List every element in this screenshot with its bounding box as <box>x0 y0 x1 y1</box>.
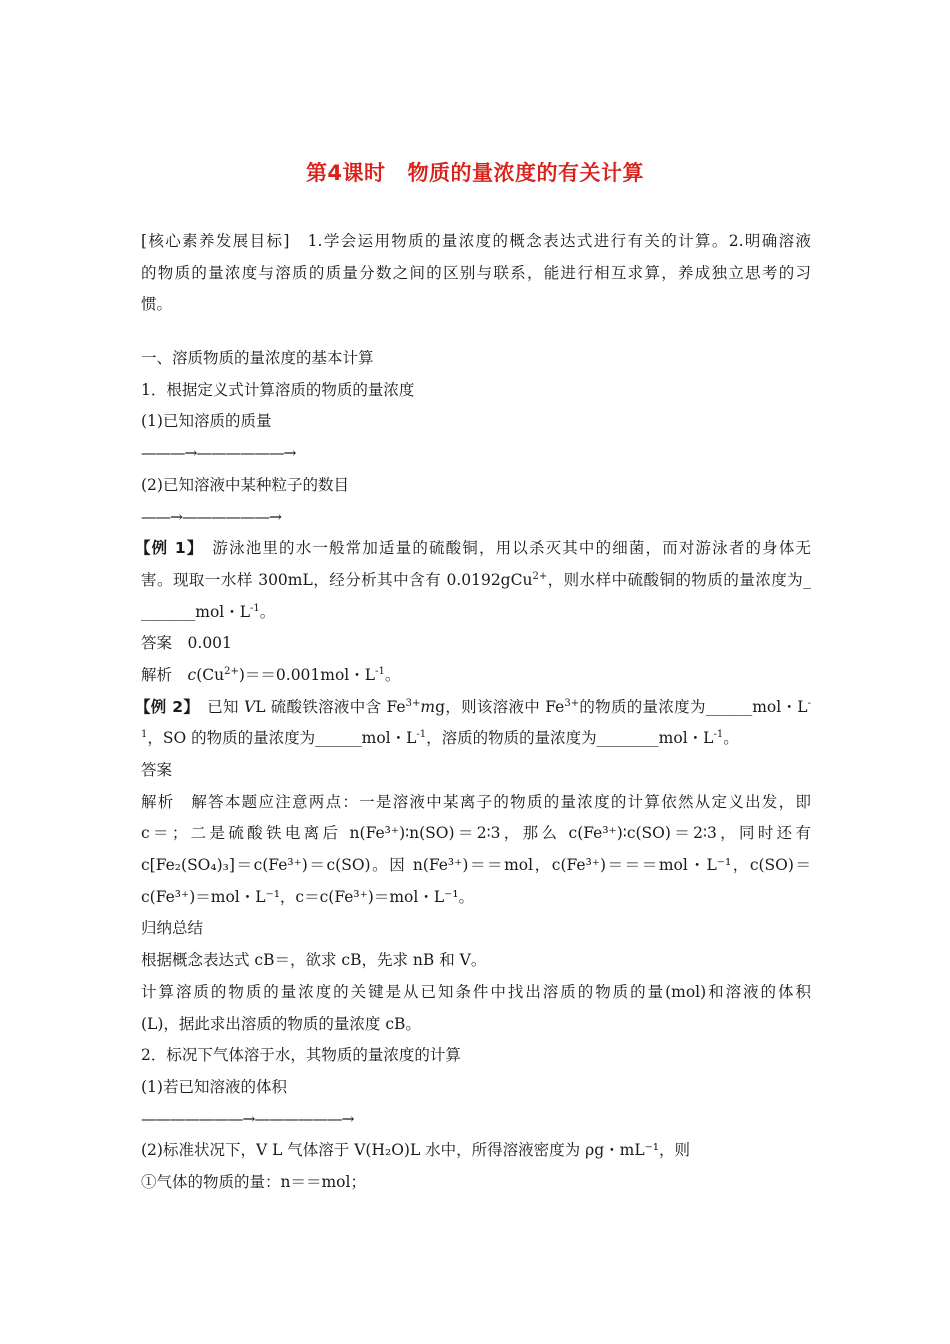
page-title <box>0 157 950 187</box>
example-1-answer <box>141 628 811 660</box>
summary-line-3: (L)，据此求出溶质的物质的量浓度 cB。 <box>141 1014 421 1033</box>
example-2-analysis-3: c[Fe₂(SO₄)₃]＝c(Fe³⁺)＝c(SO)。因 n(Fe³⁺)＝＝mol，c(Fe³⁺)＝＝＝mol・L⁻¹，c(SO)＝ <box>141 856 811 875</box>
example-1-analysis: 解析 $c(Cu^{2+})==0.001mol$・$L^{-1}$。 <box>141 665 401 684</box>
section-1-item-1: (1)已知溶质的质量 <box>141 412 272 431</box>
section-2-item-3: ①气体的物质的量：n＝＝mol； <box>141 1172 366 1191</box>
arrow-line-3: ———————→——————→ <box>141 1109 354 1128</box>
section-1-heading: 一、溶质物质的量浓度的基本计算 <box>141 349 374 368</box>
goals-line-1: [核心素养发展目标] 1.学会运用物质的量浓度的概念表达式进行有关的计算。2.明确溶液 <box>141 232 811 250</box>
example-2-label: 【例 2】 <box>135 697 192 716</box>
arrow-line-1: ———→——————→ <box>141 444 296 463</box>
lesson-topic: 物质的量浓度的有关计算 <box>407 161 645 185</box>
example-2-line-2: $^1$，SO 的物质的量浓度为______mol・$L^{-1}$，溶质的物质的量浓度为________mol・$L^{-1}$。 <box>141 729 739 748</box>
example-2-analysis-1: 解析 解答本题应注意两点：一是溶液中某离子的物质的量浓度的计算依然从定义出发，即 <box>141 792 811 811</box>
lesson-number: 第4课时 <box>305 161 386 185</box>
example-2-analysis-4: c(Fe³⁺)＝mol・L⁻¹，c＝c(Fe³⁺)＝mol・L⁻¹。 <box>141 887 475 906</box>
section-2-item-1: (1)若已知溶液的体积 <box>141 1077 287 1096</box>
summary-line-1: 根据概念表达式 cB＝，欲求 cB，先求 nB 和 V。 <box>141 951 487 970</box>
document-body <box>135 226 811 1199</box>
example-2-answer-label: 答案 <box>141 761 173 779</box>
example-2-line-1: 【例 2】 已知 VL 硫酸铁溶液中含 $Fe^{3+}mg$，则该溶液中 $Fe^{3+}$的物质的量浓度为______mol・L- <box>135 697 811 716</box>
answer-label: 答案 <box>141 634 173 653</box>
analysis-label: 解析 <box>141 792 175 811</box>
section-2-item-2: (2)标准状况下，V L 气体溶于 V(H₂O)L 水中，所得溶液密度为 ρg・mL⁻¹，则 <box>141 1141 691 1160</box>
goals-line-2: 的物质的量浓度与溶质的质量分数之间的区别与联系，能进行相互求算，养成独立思考的习 <box>141 263 811 282</box>
section-1-subheading: 1．根据定义式计算溶质的物质的量浓度 <box>141 380 415 399</box>
example-1-line-3: _______mol・$L^{-1}$。 <box>141 602 276 621</box>
arrow-line-2: ——→——————→ <box>141 507 281 526</box>
section-1-item-2: (2)已知溶液中某种粒子的数目 <box>141 475 349 494</box>
example-2-analysis-2: c＝；二是硫酸铁电离后 n(Fe³⁺)∶n(SO)＝2∶3，那么 c(Fe³⁺)∶c(SO)＝2∶3，同时还有 <box>141 824 811 843</box>
answer-value: 0.001 <box>187 634 232 653</box>
summary-heading: 归纳总结 <box>141 919 204 938</box>
example-1-line-1: 【例 1】 游泳池里的水一般常加适量的硫酸铜，用以杀灭其中的细菌，而对游泳者的身体无 <box>135 539 811 558</box>
example-1-label: 【例 1】 <box>135 539 196 558</box>
section-2-subheading: 2．标况下气体溶于水，其物质的量浓度的计算 <box>141 1046 461 1065</box>
analysis-label: 解析 <box>141 665 173 684</box>
summary-line-2: 计算溶质的物质的量浓度的关键是从已知条件中找出溶质的物质的量(mol)和溶液的体积 <box>141 982 811 1001</box>
example-1-line-2: 害。现取一水样 300mL，经分析其中含有 0.0192gCu$^{2+}$，则水样中硫酸铜的物质的量浓度为_ <box>141 570 811 589</box>
goals-line-3: 惯。 <box>141 295 173 314</box>
